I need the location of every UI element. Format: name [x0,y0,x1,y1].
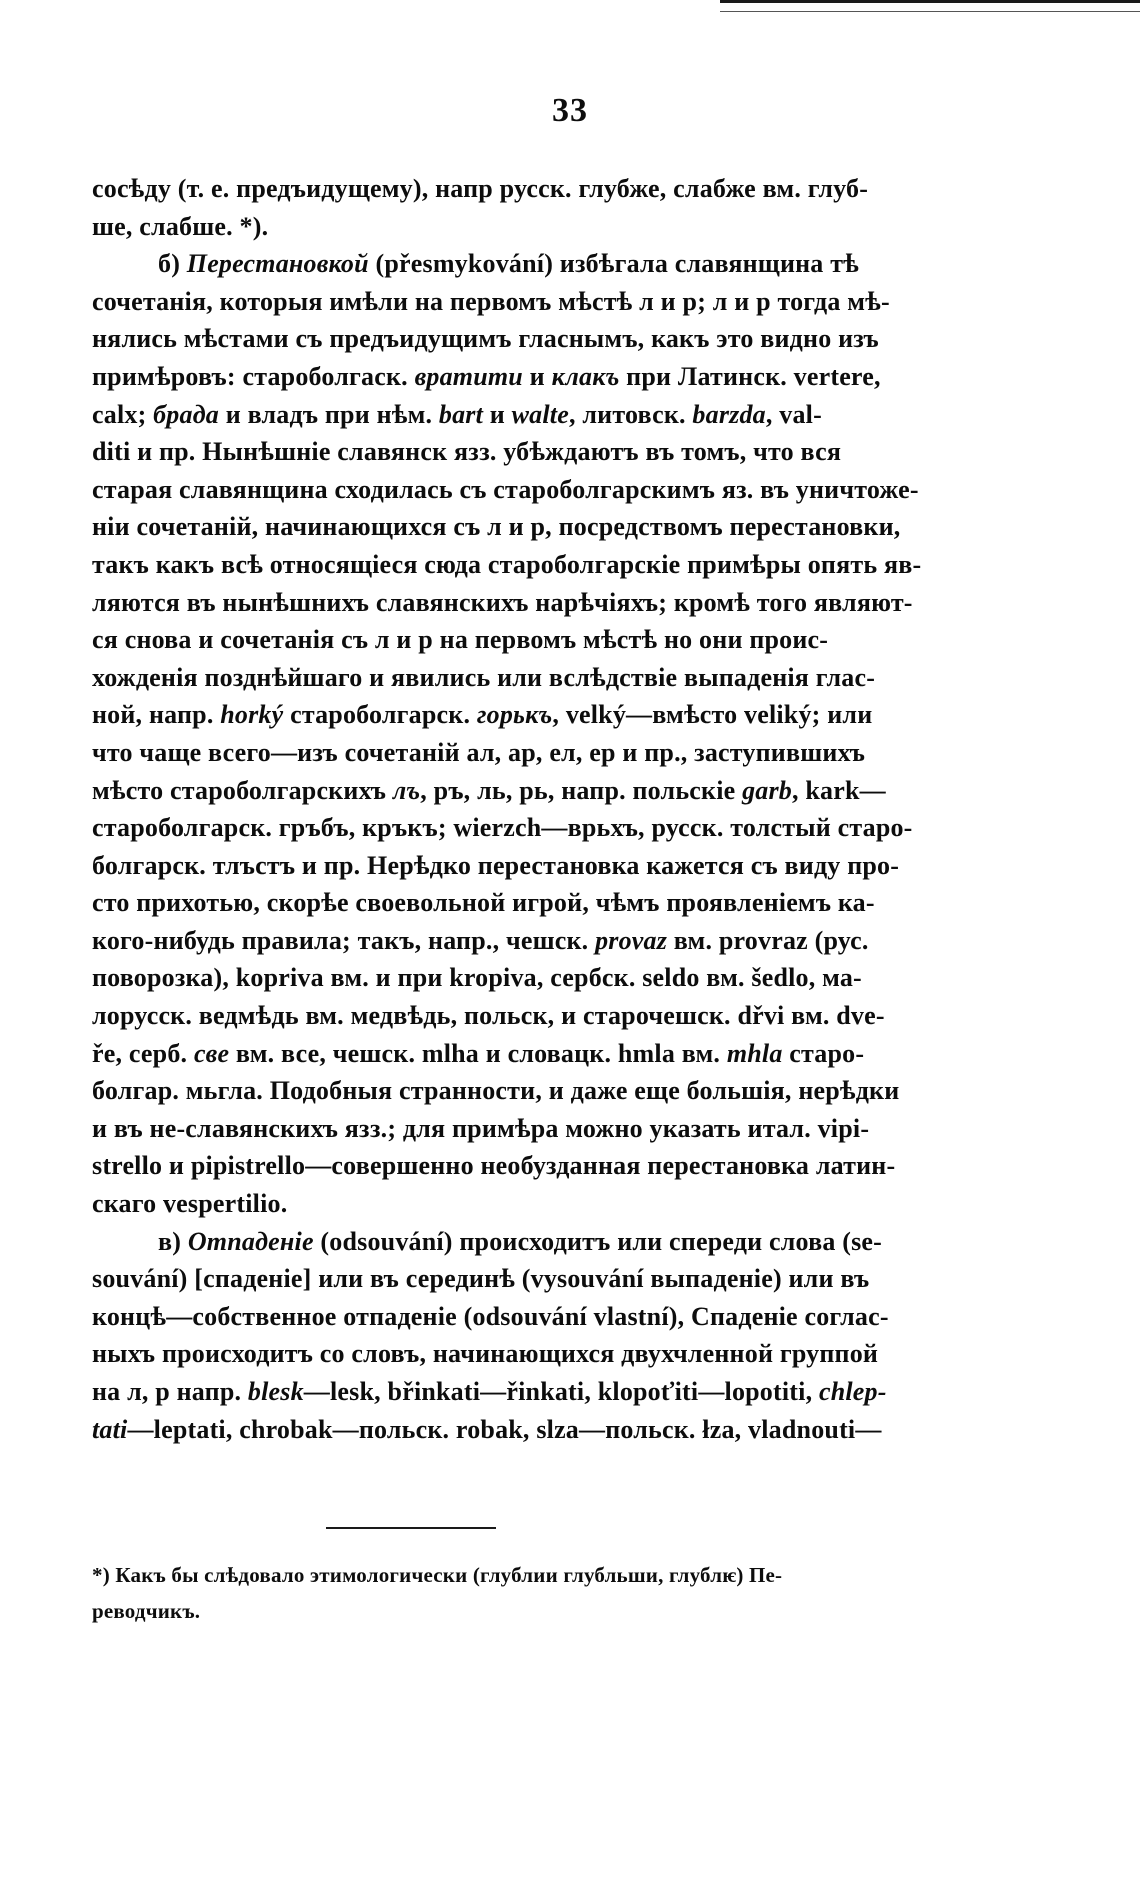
italic-term: горькъ [476,700,553,730]
text-line [92,283,1022,321]
italic-term: tati [92,1414,128,1444]
text-run: поворозка), kopriva вм. и при kropiva, сербск. seldo вм. šedlo, ма- [92,963,862,993]
text-run [92,1035,864,1073]
text-line [92,508,1022,546]
text-run: лорусск. ведмѣдь вм. медвѣдь, польск, и старочешск. dřvi вм. dve- [92,1001,885,1031]
text-run [92,358,881,396]
text-run: сосѣду (т. е. предъидущему), напр русск. глубже, слабже вм. глуб- [92,174,869,203]
text-run: , kark— [792,775,886,805]
italic-term: garb [742,775,792,805]
text-line [92,1223,1022,1261]
italic-term: horký [220,700,284,730]
text-line [92,884,1022,922]
text-line [92,1035,1022,1073]
text-run: (přesmykování) избѣгала славянщина тѣ [368,249,859,279]
text-run: скаго vespertilio. [92,1189,288,1219]
text-run: что чаще всего—изъ сочетаній ал, ар, ел, ер и пр., заступившихъ [92,737,866,767]
italic-term: брада [153,399,219,429]
text-line [92,696,1022,734]
text-run [158,245,859,283]
text-line [92,433,1022,471]
text-line [92,471,1022,509]
text-run: и въ не-славянскихъ язз.; для примѣра можно указать итал. vipi- [92,1113,870,1143]
footnote-line [92,1557,1022,1593]
text-run: ныхъ происходитъ со словъ, начинающихся двухчленной группой [92,1339,879,1369]
text-line [92,1373,1022,1411]
text-line [92,245,1022,283]
text-run: такъ какъ всѣ относящіеся сюда староболгарскіе примѣры опять яв- [92,549,922,579]
text-run: —lesk, břinkati—řinkati, klopoťiti—lopotiti, [303,1377,819,1406]
text-run: старая славянщина сходилась съ староболгарскимъ яз. въ уничтоже- [92,474,919,504]
text-run: —leptati, chrobak—польск. robak, slza—польск. łza, vladnouti— [127,1414,882,1444]
italic-term: bart [438,399,484,429]
text-run: в) [158,1226,188,1256]
italic-term: Отпаденіе [187,1226,314,1256]
italic-term: chlep- [818,1377,887,1406]
text-run: вм. provraz (рус. [667,925,869,955]
text-run: и [522,361,552,391]
text-line [92,997,1022,1035]
text-run: староболгарск. [283,700,477,730]
text-line [92,358,1022,396]
text-run: болгар. мьгла. Подобныя странности, и даже еще большія, нерѣдки [92,1076,900,1106]
text-run: , velký—вмѣсто veliký; или [552,700,873,730]
footnote-line [92,1593,1022,1629]
italic-term: provaz [595,925,668,955]
text-line [92,959,1022,997]
text-line [92,208,1022,246]
text-run: ніи сочетаній, начинающихся съ л и р, посредствомъ перестановки, [92,512,901,542]
text-run: сочетанія, которыя имѣли на первомъ мѣстѣ л и р; л и р тогда мѣ- [92,286,890,316]
text-run: , val- [765,399,822,429]
text-run: б) [158,249,187,279]
text-line [92,621,1022,659]
text-line [92,546,1022,584]
text-run: нялись мѣстами съ предъидущимъ гласнымъ, какъ это видно изъ [92,324,879,354]
text-run: примѣровъ: староболгаск. [92,361,415,391]
text-run: реводчикъ. [92,1599,201,1623]
text-line [92,170,1022,208]
text-run: (odsouvání) происходитъ или спереди слова (se- [313,1226,882,1256]
text-run [92,1411,882,1449]
text-line [92,584,1022,622]
text-run: ной, напр. [92,700,221,730]
text-line [92,1185,1022,1223]
text-line [92,1072,1022,1110]
italic-term: свe [193,1038,230,1068]
text-line [92,1260,1022,1298]
text-run [92,772,886,810]
text-run: ся снова и сочетанія съ л и р на первомъ мѣстѣ но они проис- [92,625,829,655]
text-run: старо- [782,1038,865,1068]
page-number: 33 [552,92,588,129]
text-run: болгарск. тлъстъ и пр. Нерѣдко перестановка кажется съ виду про- [92,850,900,880]
text-run: *) Какъ бы слѣдовало этимологически (глублии глубльши, глублѥ) Пе- [92,1563,783,1587]
text-line [92,396,1022,434]
text-line [92,1335,1022,1373]
text-run: souvání) [спаденіе] или въ серединѣ (vysouvání выпаденіе) или въ [92,1264,870,1294]
text-line [92,734,1022,772]
text-line [92,1110,1022,1148]
text-run [158,1223,882,1261]
footnote [92,1557,1022,1629]
text-run: ře, серб. [92,1038,194,1068]
text-run: strello и pipistrello—совершенно необузданная перестановка латин- [92,1151,896,1181]
text-run: вм. все, чешск. mlha и словацк. hmla вм. [229,1038,727,1068]
text-run: ляются въ нынѣшнихъ славянскихъ нарѣчіяхъ; кромѣ того являют- [92,587,913,617]
text-line [92,659,1022,697]
text-run: сто прихотью, скорѣе своевольной игрой, чѣмъ проявленіемъ ка- [92,888,875,918]
top-border-rule [720,0,1140,12]
text-run: , литовск. [568,399,693,429]
body-text [92,170,1022,1448]
text-line [92,1411,1022,1449]
text-run [92,396,822,434]
text-run: и [483,399,512,429]
text-line [92,922,1022,960]
text-run [92,696,872,734]
text-run: мѣсто староболгарскихъ [92,775,393,805]
text-run: кого-нибудь правила; такъ, напр., чешск. [92,925,596,955]
italic-term: walte [511,399,569,429]
italic-term: лъ [392,775,421,805]
italic-term: клакъ [551,361,620,391]
footnote-divider [326,1527,496,1529]
text-run: концѣ—собственное отпаденіе (odsouvání vlastní), Спаденіе соглас- [92,1301,889,1331]
text-run [92,922,869,960]
text-run: староболгарск. гръбъ, кръкъ; wierzch—врьхъ, русск. толстый старо- [92,813,913,843]
text-run: , ръ, ль, рь, напр. польскіе [420,775,743,805]
text-run: при Латинск. vertere, [619,361,881,391]
italic-term: barzda [692,399,766,429]
text-line [92,772,1022,810]
text-run: calx; [92,399,154,429]
italic-term: Перестановкой [186,249,369,279]
italic-term: mhla [726,1038,783,1068]
text-run: хожденія позднѣйшаго и явились или вслѣдствіе выпаденія глас- [92,662,876,692]
text-run: ше, слабше. *). [92,211,269,241]
text-line [92,1147,1022,1185]
text-line [92,847,1022,885]
text-line [92,809,1022,847]
text-run: и владъ при нѣм. [219,399,439,429]
italic-term: вратити [414,361,523,391]
text-run: diti и пр. Нынѣшніе славянск язз. убѣждаютъ въ томъ, что вся [92,437,842,467]
text-line [92,1298,1022,1336]
italic-term: blesk [247,1377,304,1406]
text-run: на л, р напр. [92,1377,248,1406]
text-line [92,320,1022,358]
text-run [92,1373,887,1411]
